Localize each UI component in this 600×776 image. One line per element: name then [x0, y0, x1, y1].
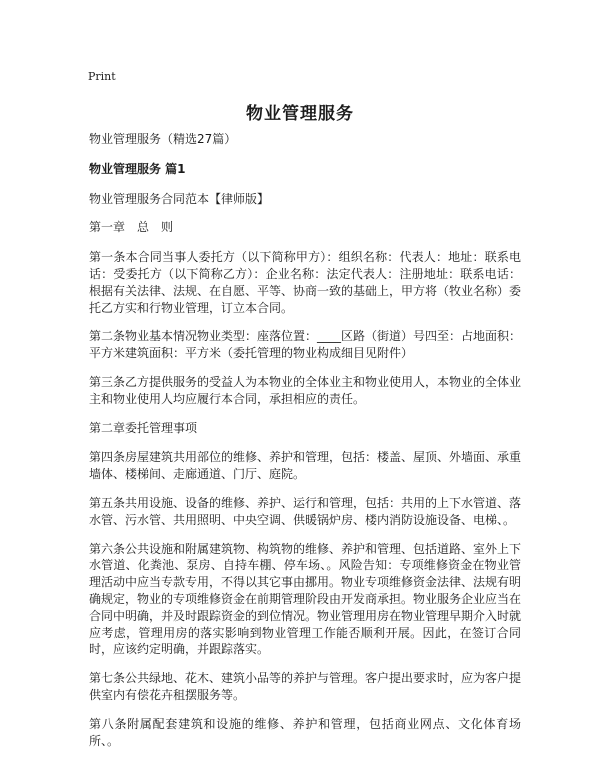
paragraph-article-5: 第五条共用设施、设备的维修、养护、运行和管理，包括：共用的上下水管道、落水管、污水管、共用照明、中央空调、供暖锅炉房、楼内消防设施设备、电梯、。 — [89, 495, 522, 527]
paragraph-article-3: 第三条乙方提供服务的受益人为本物业的全体业主和物业使用人，本物业的全体业主和物业使用人均应履行本合同，承担相应的责任。 — [89, 374, 522, 406]
print-label[interactable]: Print — [88, 70, 116, 83]
document-body — [89, 131, 521, 761]
paragraph-article-7: 第七条公共绿地、花木、建筑小品等的养护与管理。客户提出要求时，应为客户提供室内有偿花卉租摆服务等。 — [89, 671, 522, 702]
paragraph-article-2: 第二条物业基本情况物业类型：座落位置：____区路（街道）号四至：占地面积：平方米建筑面积：平方米（委托管理的物业构成细目见附件） — [89, 329, 522, 361]
paragraph-article-6: 第六条公共设施和附属建筑物、构筑物的维修、养护和管理、包括道路、室外上下水管道、化粪池、泵房、自持车棚、停车场、。风险告知：专项维修资金在物业管理活动中应当专款专用，不得以其它事由挪用。物业专项维修资金法律、法规有明确规定，物业的专项维修资金在前期管理阶段由开发商承担。物业服务企业应当在合同中明确，并及时跟踪资金的到位情况。物业管理用房在物业管理早期介入时就应考虑，管理用房的落实影响到物业管理工作能否顺利开展。因此，在签订合同时，应该约定明确，并跟踪落实。 — [89, 541, 522, 657]
subtitle: 物业管理服务（精选27篇） — [89, 132, 237, 146]
chapter-heading-2: 第二章委托管理事项 — [89, 420, 198, 435]
chapter-heading-1: 第一章 总 则 — [89, 220, 174, 235]
paragraph-article-8: 第八条附属配套建筑和设施的维修、养护和管理，包括商业网点、文化体育场所、。 — [89, 716, 521, 748]
contract-title: 物业管理服务合同范本【律师版】 — [89, 191, 270, 206]
section-heading: 物业管理服务 篇1 — [89, 161, 186, 176]
page-title: 物业管理服务 — [246, 104, 354, 124]
paragraph-article-4: 第四条房屋建筑共用部位的维修、养护和管理，包括：楼盖、屋顶、外墙面、承重墙体、楼梯间、走廊通道、门厅、庭院。 — [89, 450, 522, 482]
paragraph-article-1: 第一条本合同当事人委托方（以下简称甲方）：组织名称：代表人：地址：联系电话：受委托方（以下简称乙方）：企业名称：法定代表人：注册地址：联系电话：根据有关法律、法规、在自愿、平等、协商一致的基础上，甲方将（牧业名称）委托乙方实和行物业管理，订立本合同。 — [89, 250, 522, 315]
